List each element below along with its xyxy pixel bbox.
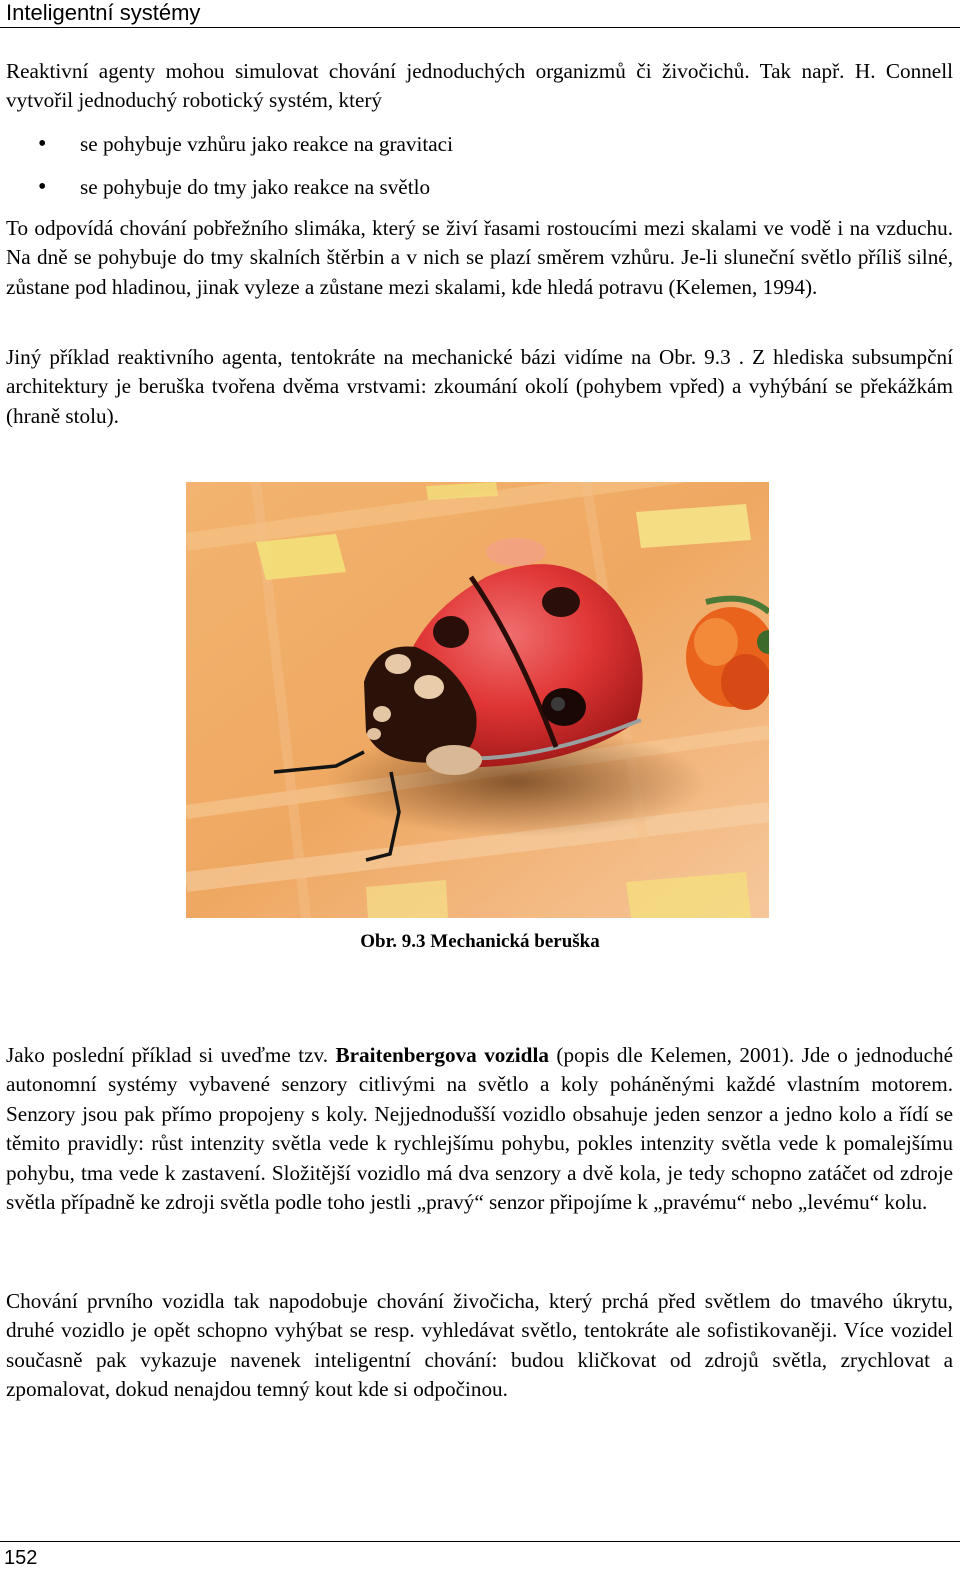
bold-term: Braitenbergova vozidla (335, 1043, 549, 1067)
bullet-item: • se pohybuje vzhůru jako reakce na gravitaci (38, 128, 453, 171)
paragraph-snail: To odpovídá chování pobřežního slimáka, který se živí řasami rostoucími mezi skalami ve vodě i na vzduchu. Na dně se pohybuje do tmy skalních štěrbin a v nich se plazí směrem vzhůru. Je-li sluneční světlo příliš silné, zůstane pod hladinou, jinak vyleze a zůstane mezi skalami, kde hledá potravu (Kelemen, 1994). (6, 216, 953, 299)
paragraph-vehicles: Chování prvního vozidla tak napodobuje chování živočicha, který prchá před světlem do tmavého úkrytu, druhé vozidlo je opět schopno vyhýbat se resp. vyhledávat světlo, tentokráte ale sofistikovaněji. Více vozidel současně pak vykazuje navenek inteligentní chování: budou kličkovat od zdrojů světla, zrychlovat a zpomalovat, dokud nenajdou temný kout kde si odpočinou. (6, 1289, 953, 1402)
paragraph-intro: Reaktivní agenty mohou simulovat chování jednoduchých organizmů či živočichů. Tak např. H. Connell vytvořil jednoduchý robotický systém, který (6, 59, 953, 113)
paragraph-text: Jako poslední příklad si uveďme tzv. (6, 1043, 336, 1067)
paragraph-text: (popis dle Kelemen, 2001). Jde o jednoduché autonomní systémy vybavené senzory citlivými na světlo a koly poháněnými každé vlastním motorem. Senzory jsou pak přímo propojeny s koly. Nejjednodušší vozidlo obsahuje jeden senzor a jedno kolo a řídí se těmito pravidly: růst intenzity světla vede k rychlejšímu pohybu, pokles intenzity světla vede k pomalejšímu pohybu, tma vede k zastavení. Složitější vozidlo má dva senzory a dvě kola, je tedy schopno zatáčet od zdroje světla případně ke zdroji světla podle toho jestli „pravý“ senzor připojíme k „pravému“ nebo „levému“ kolu. (6, 1043, 954, 1215)
paragraph-braitenberg (6, 1041, 953, 1217)
running-header: Inteligentní systémy (6, 0, 201, 25)
ladybug-photo (186, 482, 769, 918)
bullet-list (38, 128, 453, 214)
page-number: 152 (4, 1547, 38, 1569)
bullet-item: • se pohybuje do tmy jako reakce na světlo (38, 171, 453, 214)
figure-caption: Obr. 9.3 Mechanická beruška (360, 931, 600, 952)
header-rule (0, 27, 960, 28)
paragraph-ladybug: Jiný příklad reaktivního agenta, tentokráte na mechanické bázi vidíme na Obr. 9.3 . Z hlediska subsumpční architektury je beruška tvořena dvěma vrstvami: zkoumání okolí (pohybem vpřed) a vyhýbání se překážkám (hraně stolu). (6, 345, 953, 428)
footer-rule (0, 1541, 960, 1542)
